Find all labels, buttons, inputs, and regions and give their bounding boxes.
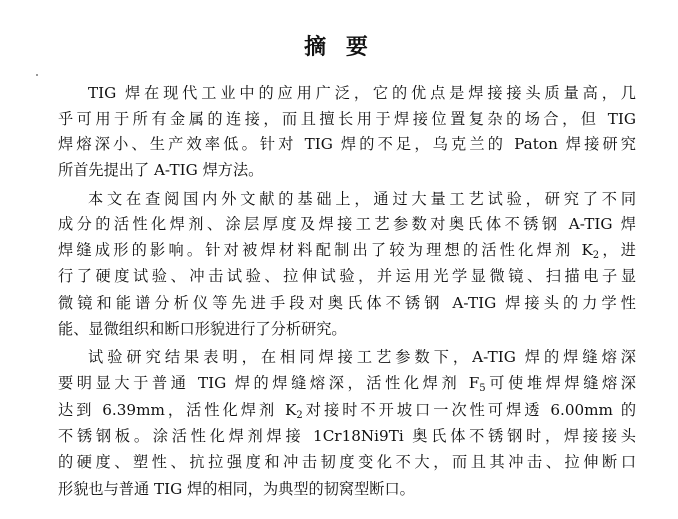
paragraph-2-line-6: 能、显微组织和断口形貌进行了分析研究。 xyxy=(58,320,347,338)
paragraph-3-line-2-text: 要明显大于普通 TIG 焊的焊缝熔深，活性化焊剂 F xyxy=(58,374,480,392)
abstract-title: 摘 要 xyxy=(304,35,374,60)
paragraph-2-line-3 xyxy=(58,240,636,260)
paragraph-2-line-1: 本文在查阅国内外文献的基础上，通过大量工艺试验，研究了不同 xyxy=(88,190,636,208)
paragraph-2-line-2: 成分的活性化焊剂、涂层厚度及焊接工艺参数对奥氏体不锈钢 A-TIG 焊 xyxy=(58,215,636,233)
paragraph-3-line-2-tail: 可使堆焊焊缝熔深 xyxy=(485,374,636,392)
paragraph-2-line-3-subscript: 2 xyxy=(592,250,600,260)
paragraph-3-line-2-subscript: 5 xyxy=(479,383,486,393)
paragraph-3-line-3-subscript: 2 xyxy=(296,410,303,420)
paragraph-2-line-4: 行了硬度试验、冲击试验、拉伸试验，并运用光学显微镜、扫描电子显 xyxy=(58,267,636,285)
paragraph-3-line-5: 的硬度、塑性、抗拉强度和冲击韧度变化不大，而且其冲击、拉伸断口 xyxy=(58,453,636,471)
paragraph-3-line-3-text: 达到 6.39mm，活性化焊剂 K xyxy=(58,401,297,419)
paragraph-2-line-3-tail: ，进 xyxy=(599,241,636,259)
paragraph-1-line-2: 乎可用于所有金属的连接，而且擅长用于焊接位置复杂的场合，但 TIG xyxy=(58,110,636,128)
paragraph-3-line-2 xyxy=(58,373,636,393)
scan-speck xyxy=(36,74,38,76)
paragraph-1-line-4: 所首先提出了 A-TIG 焊方法。 xyxy=(58,161,264,179)
paragraph-3-line-1: 试验研究结果表明，在相同焊接工艺参数下，A-TIG 焊的焊缝熔深 xyxy=(88,348,636,366)
paragraph-3-line-6: 形貌也与普通 TIG 焊的相同，为典型的韧窝型断口。 xyxy=(58,480,415,498)
paragraph-3-line-3-tail: 对接时不开坡口一次性可焊透 6.00mm 的 xyxy=(302,401,636,419)
paragraph-3-line-4: 不锈钢板。涂活性化焊剂焊接 1Cr18Ni9Ti 奥氏体不锈钢时，焊接接头 xyxy=(58,427,636,445)
paragraph-3-line-3 xyxy=(58,400,636,420)
paragraph-2-line-5: 微镜和能谱分析仪等先进手段对奥氏体不锈钢 A-TIG 焊接头的力学性 xyxy=(58,294,636,312)
paragraph-1-line-3: 焊熔深小、生产效率低。针对 TIG 焊的不足，乌克兰的 Paton 焊接研究 xyxy=(58,135,636,153)
paragraph-2-line-3-text: 焊缝成形的影响。针对被焊材料配制出了较为理想的活性化焊剂 K xyxy=(58,241,593,259)
paragraph-1-line-1: TIG 焊在现代工业中的应用广泛，它的优点是焊接接头质量高，几 xyxy=(88,84,636,102)
